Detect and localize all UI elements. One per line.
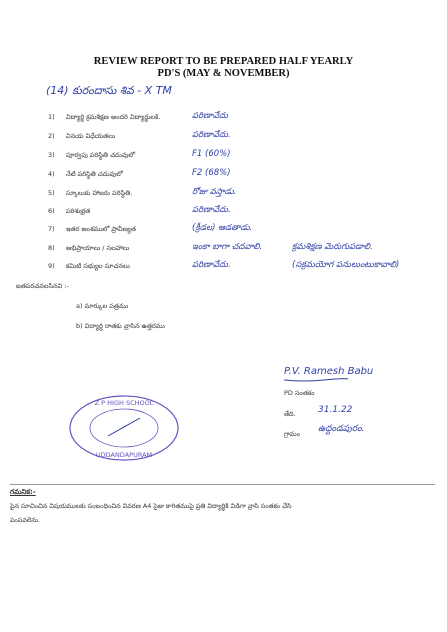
pd-signature-label: PD సంతకం bbox=[284, 389, 315, 397]
item-question: వినయ విధేయతలు bbox=[66, 132, 116, 140]
item-answer: పరిణావేదు bbox=[192, 111, 228, 121]
item-question: పూర్వపు పరిస్థితి చదువులో bbox=[66, 151, 136, 159]
report-title-line-1: REVIEW REPORT TO BE PREPARED HALF YEARLY bbox=[93, 56, 354, 67]
review-item-row bbox=[0, 129, 447, 145]
date-label: తేది. bbox=[284, 410, 296, 418]
item-number: 9) bbox=[48, 262, 55, 270]
item-answer: పరిణావేదు. bbox=[192, 130, 231, 140]
notice-line-2: పంపవలెను. bbox=[10, 516, 41, 524]
item-question: అభిప్రాయాలు / సలహాలు bbox=[66, 244, 130, 252]
review-item-row bbox=[0, 148, 447, 164]
item-answer: ఇంకా బాగా చదవాలి. bbox=[192, 242, 263, 252]
item-number: 8) bbox=[48, 244, 55, 252]
date-value: 31.1.22 bbox=[318, 405, 353, 415]
notice-divider bbox=[10, 484, 435, 485]
place-label: గ్రామం bbox=[284, 430, 300, 438]
item-question: విద్యార్థి క్రమశిక్షణ అందరి విద్యార్థులకి. bbox=[66, 113, 161, 121]
review-item-row bbox=[0, 241, 447, 257]
item-answer-extra: క్రమశిక్షణ మెరుగుపడాలి. bbox=[292, 242, 373, 252]
place-value: ఉద్దండపురం. bbox=[318, 424, 365, 434]
item-question: నేటి పరిస్థితి చదువులో bbox=[66, 170, 123, 178]
review-item-row bbox=[0, 110, 447, 126]
student-name: (14) కురందాసు శివ - X TM bbox=[46, 84, 172, 97]
item-question: పరిశుభ్రత bbox=[66, 207, 91, 215]
item-answer: పరిణావేదు. bbox=[192, 260, 231, 270]
school-stamp bbox=[68, 394, 180, 462]
stamp-text-bottom: UDDANDAPURAM bbox=[95, 451, 153, 459]
enclosure-a: a) మార్కుల పత్రము bbox=[76, 302, 129, 310]
signature-underline bbox=[284, 378, 348, 382]
notice-heading: గమనిక:- bbox=[10, 488, 36, 496]
item-number: 4) bbox=[48, 170, 55, 178]
item-number: 6) bbox=[48, 207, 55, 215]
item-number: 3) bbox=[48, 151, 55, 159]
notice-line-1: పైన సూచించిన విషయములకు సంబంధించిన వివరణ A4 సైజు కాగితముపై ప్రతి విద్యార్థికి విడిగా వ్రాసి సంతకం చేసి bbox=[10, 502, 292, 510]
enclosure-b: b) విద్యార్థి రాతకు వ్రాసిన ఉత్తరము bbox=[76, 322, 165, 330]
review-item-row bbox=[0, 186, 447, 202]
item-answer: పరిణావేదు. bbox=[192, 205, 231, 215]
item-number: 5) bbox=[48, 189, 55, 197]
stamp-text-top: Z P HIGH SCHOOL bbox=[94, 399, 154, 407]
review-item-row bbox=[0, 222, 447, 238]
pd-signature: P.V. Ramesh Babu bbox=[284, 366, 374, 377]
report-title-line-2: PD'S (MAY & NOVEMBER) bbox=[157, 68, 290, 79]
enclosures-label: జతపరచవలసినవి :- bbox=[16, 282, 69, 290]
item-answer-extra: (సక్రమయోగ పనులుంటుకావాలి) bbox=[292, 260, 400, 270]
item-number: 2) bbox=[48, 132, 55, 140]
review-item-row bbox=[0, 259, 447, 275]
item-question: ఇతర అంశములో ప్రావీణ్యత bbox=[66, 225, 136, 233]
item-answer: F2 (68%) bbox=[192, 168, 231, 178]
item-answer: రోజు వస్తాడు. bbox=[192, 187, 237, 197]
item-question: కమిటి సభ్యుల సూచనలు bbox=[66, 262, 130, 270]
review-item-row bbox=[0, 204, 447, 220]
item-number: 7) bbox=[48, 225, 55, 233]
item-answer: (క్రీడల) ఆడతాడు. bbox=[192, 223, 253, 233]
item-number: 1) bbox=[48, 113, 55, 121]
item-question: స్కూలుకు హాజరు పరిస్థితి. bbox=[66, 189, 133, 197]
review-item-row bbox=[0, 167, 447, 183]
item-answer: F1 (60%) bbox=[192, 149, 231, 159]
